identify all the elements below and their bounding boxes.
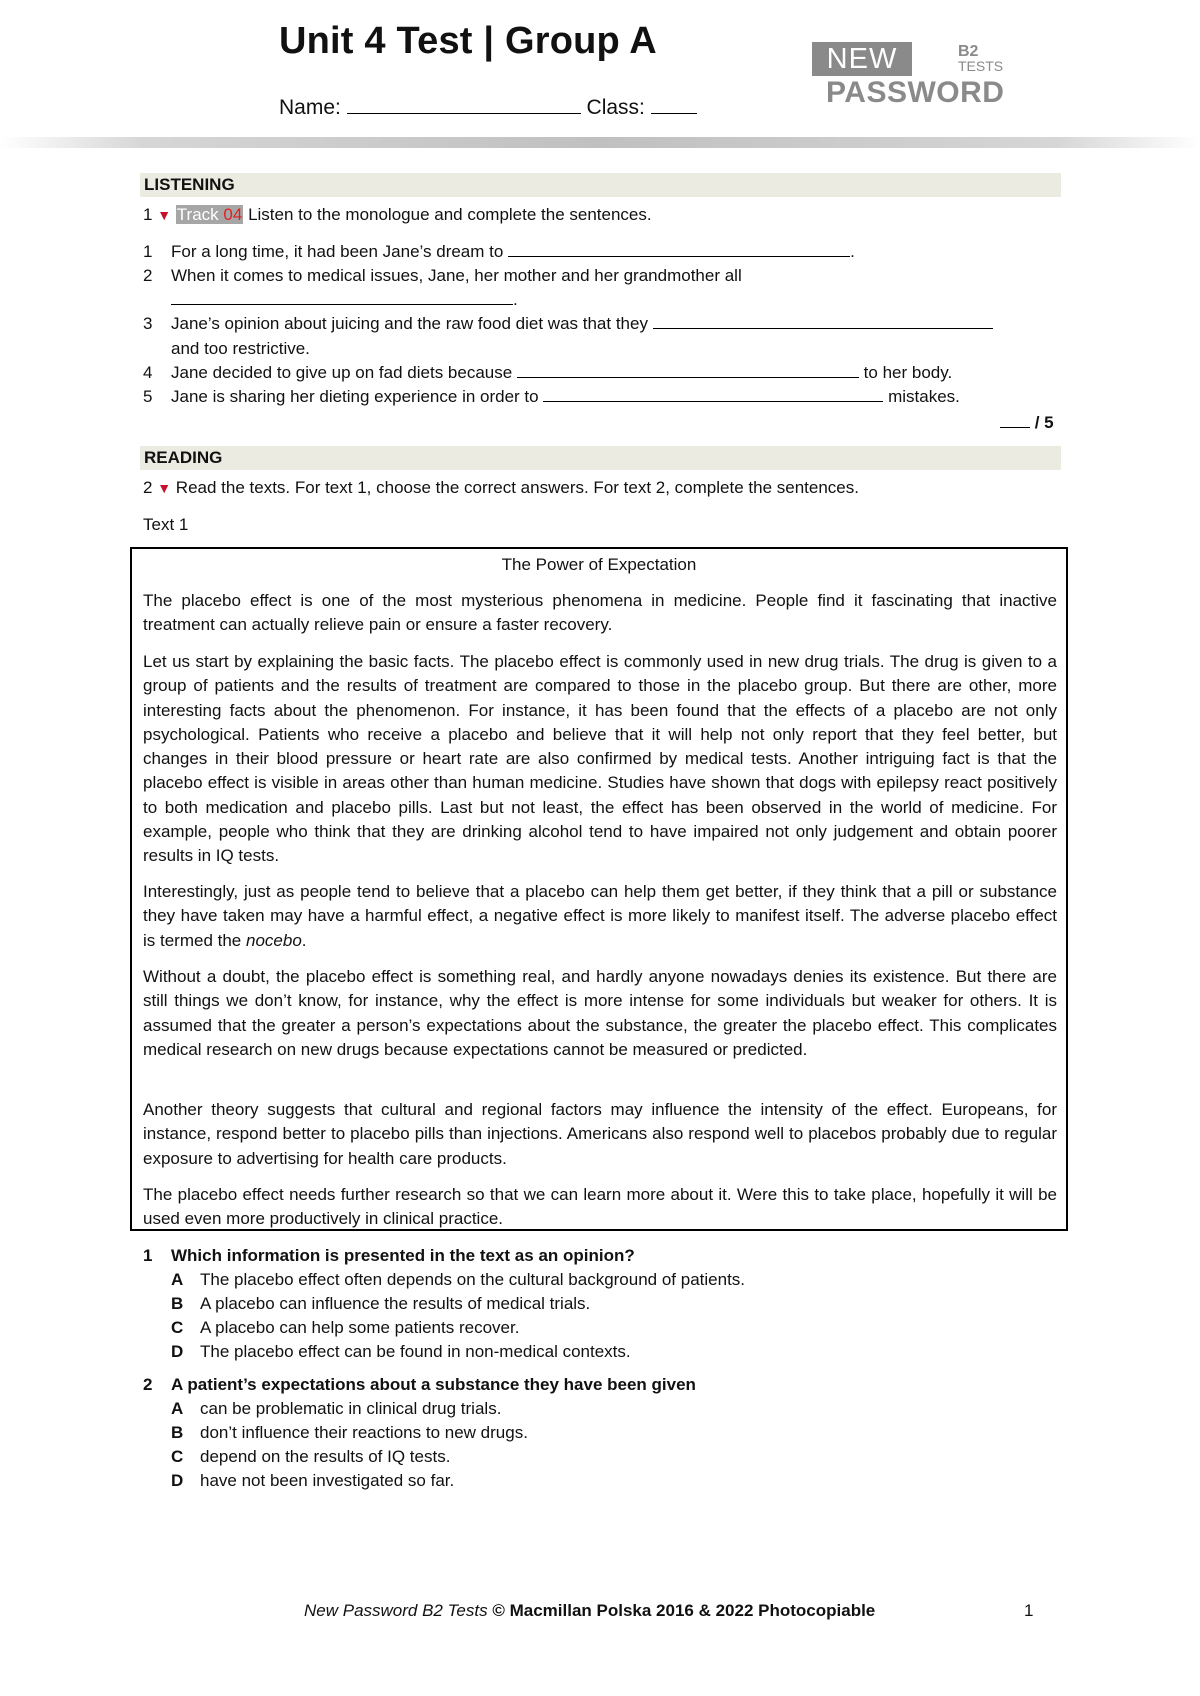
listening-item [171, 312, 993, 336]
question-number: 1 [143, 1246, 153, 1265]
task-number: 1 [143, 205, 153, 224]
answer-blank[interactable] [517, 361, 859, 378]
question-text: Which information is presented in the text as an opinion? [171, 1246, 635, 1265]
text-title: The Power of Expectation [501, 555, 697, 574]
logo-level: B2 [958, 43, 979, 60]
listening-task [143, 203, 652, 227]
listening-item [171, 385, 960, 409]
option-letter[interactable]: B [171, 1423, 184, 1442]
header-divider [0, 137, 1200, 148]
option-text[interactable]: A placebo can help some patients recover. [200, 1318, 520, 1337]
name-class-line [279, 96, 697, 120]
question-number: 2 [143, 1375, 153, 1394]
item-number: 4 [143, 363, 153, 382]
listening-item: When it comes to medical issues, Jane, her mother and her grandmother all [171, 266, 742, 285]
option-text[interactable]: have not been investigated so far. [200, 1471, 455, 1490]
task-instruction: Read the texts. For text 1, choose the correct answers. For text 2, complete the sentences. [175, 478, 859, 497]
page-footer [304, 1601, 875, 1621]
listening-score [1000, 411, 1054, 435]
section-heading-listening: LISTENING [140, 173, 1061, 197]
class-label: Class: [586, 96, 645, 119]
text-paragraph: The placebo effect is one of the most mysterious phenomena in medicine. People find it fascinating that inactive treatment can actually relieve pain or ensure a faster recovery. [143, 591, 1057, 635]
option-letter[interactable]: D [171, 1342, 184, 1361]
option-text[interactable]: don’t influence their reactions to new drugs. [200, 1423, 528, 1442]
option-letter[interactable]: B [171, 1294, 184, 1313]
score-total: / 5 [1034, 413, 1054, 432]
item-end: to her body. [863, 363, 953, 382]
option-text[interactable]: The placebo effect can be found in non-medical contexts. [200, 1342, 631, 1361]
item-end: . [513, 290, 518, 309]
class-field[interactable] [651, 97, 697, 114]
task-number: 2 [143, 478, 153, 497]
track-word: Track [176, 205, 219, 224]
text-label: Text 1 [143, 515, 189, 534]
option-text[interactable]: depend on the results of IQ tests. [200, 1447, 451, 1466]
option-letter[interactable]: C [171, 1318, 184, 1337]
section-heading-reading: READING [140, 446, 1061, 470]
option-letter[interactable]: A [171, 1270, 184, 1289]
option-letter[interactable]: D [171, 1471, 184, 1490]
logo-tests: TESTS [958, 58, 1004, 74]
answer-blank[interactable] [508, 240, 850, 257]
listening-item-cont [171, 288, 518, 312]
name-field[interactable] [347, 97, 581, 114]
track-label[interactable] [176, 205, 244, 224]
logo-brand: PASSWORD [826, 76, 1005, 109]
page-number: 1 [1024, 1601, 1034, 1620]
text-paragraph: Without a doubt, the placebo effect is something real, and hardly anyone nowadays denies its existence. But there are still things we don’t know, for instance, why the effect is more intense for some individuals but weaker for others. It is assumed that the greater a person’s expectations about the substance, the greater the placebo effect. This complicates medical research on new drugs because expectations cannot be measured or predicted. [143, 967, 1057, 1059]
item-number: 1 [143, 242, 153, 261]
item-text: For a long time, it had been Jane’s dream to [171, 242, 504, 261]
text-paragraph: Let us start by explaining the basic facts. The placebo effect is commonly used in new drug trials. The drug is given to a group of patients and the results of treatment are compared to those in the placebo group. But there are other, more interesting facts about the phenomenon. For instance, it has been found that the effects of a placebo are not only psychological. Patients who receive a placebo and believe that it will help not only report that they feel better, but changes in their blood pressure or heart rate are also confirmed by medical tests. Another intriguing fact is that the placebo effect is visible in areas other than human medicine. Studies have shown that dogs with epilepsy react positively to both medication and placebo pills. Last but not least, the effect has been observed in the world of medicine. For example, people who think that they are drinking alcohol tend to have impaired not only judgement and obtain poorer results in IQ tests. [143, 652, 1057, 866]
option-text[interactable]: can be problematic in clinical drug trials. [200, 1399, 502, 1418]
page-title: Unit 4 Test | Group A [279, 20, 657, 62]
graduation-cap-icon: ▼ [157, 480, 172, 496]
text-paragraph: Another theory suggests that cultural and regional factors may influence the intensity of the effect. Europeans, for instance, respond better to placebo pills than injections. Americans also respond well to placebos probably due to regular exposure to advertising for health care products. [143, 1100, 1057, 1168]
nocebo-term: nocebo [246, 930, 302, 950]
task-instruction: Listen to the monologue and complete the sentences. [248, 205, 652, 224]
logo-new: NEW [812, 42, 912, 76]
graduation-cap-icon: ▼ [157, 207, 172, 223]
item-number: 5 [143, 387, 153, 406]
footer-copyright: © Macmillan Polska 2016 & 2022 Photocopiable [492, 1601, 876, 1620]
text-paragraph [143, 880, 1057, 953]
item-end: mistakes. [888, 387, 960, 406]
paragraph-end: . [301, 930, 307, 950]
item-number: 2 [143, 266, 153, 285]
item-number: 3 [143, 314, 153, 333]
listening-item [171, 240, 855, 264]
score-field[interactable] [1000, 411, 1030, 428]
footer-book: New Password B2 Tests [304, 1601, 488, 1620]
text-paragraph: The placebo effect needs further research so that we can learn more about it. Were this to take place, hopefully it will be used even more productively in clinical practice. [143, 1185, 1057, 1229]
answer-blank[interactable] [171, 288, 513, 305]
option-letter[interactable]: A [171, 1399, 184, 1418]
listening-item-cont: and too restrictive. [171, 339, 310, 358]
item-text: Jane decided to give up on fad diets because [171, 363, 513, 382]
question-text: A patient’s expectations about a substance they have been given [171, 1375, 696, 1394]
option-text[interactable]: The placebo effect often depends on the cultural background of patients. [200, 1270, 746, 1289]
item-text: Jane is sharing her dieting experience in order to [171, 387, 539, 406]
item-text: Jane’s opinion about juicing and the raw food diet was that they [171, 314, 648, 333]
reading-task [143, 476, 859, 500]
item-end: . [850, 242, 855, 261]
option-letter[interactable]: C [171, 1447, 184, 1466]
paragraph-text: Interestingly, just as people tend to believe that a placebo can help them get better, if they think that a pill or substance they have taken may have a harmful effect, a negative effect is more likely to manifest itself. The adverse placebo effect is termed the [143, 882, 1057, 950]
track-number: 04 [223, 205, 243, 224]
option-text[interactable]: A placebo can influence the results of medical trials. [200, 1294, 591, 1313]
answer-blank[interactable] [653, 312, 993, 329]
answer-blank[interactable] [543, 385, 883, 402]
listening-item [171, 361, 952, 385]
name-label: Name: [279, 96, 341, 119]
